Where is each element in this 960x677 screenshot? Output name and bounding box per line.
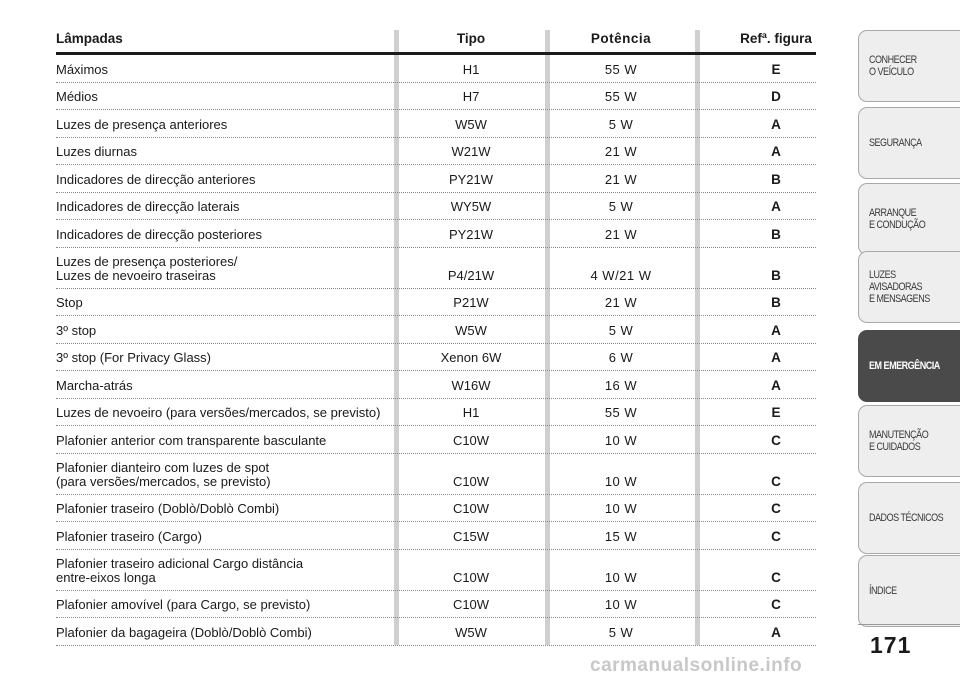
figure-ref: D — [771, 89, 781, 104]
figure-ref: A — [771, 350, 781, 365]
bulb-type: W5W — [455, 116, 487, 132]
header-tipo: Tipo — [456, 31, 486, 46]
header-ref-figura: Refª. figura — [740, 31, 812, 46]
header-lampadas: Lâmpadas — [56, 31, 123, 46]
lamp-name: Luzes de presença posteriores/ Luzes de nevoeiro traseiras — [56, 253, 238, 283]
table-row — [56, 165, 816, 193]
lamp-name: Plafonier da bagageira (Doblò/Doblò Combi) — [56, 624, 312, 640]
bulb-power: 16 W — [604, 377, 638, 393]
bulb-type: P4/21W — [447, 267, 495, 283]
bulb-power: 55 W — [604, 405, 638, 420]
bulb-type: W21W — [451, 144, 491, 159]
figure-ref: A — [771, 199, 781, 214]
lamp-name: Plafonier traseiro adicional Cargo distância entre-eixos longa — [56, 555, 304, 585]
table-row — [56, 193, 816, 221]
tab-label: ARRANQUE E CONDUÇÃO — [869, 207, 926, 231]
figure-ref: C — [771, 432, 781, 448]
figure-ref: A — [771, 144, 781, 159]
figure-ref: C — [771, 473, 781, 489]
bulb-type: C10W — [452, 501, 490, 516]
lamp-name: Indicadores de direcção anteriores — [56, 171, 256, 187]
lamp-name: 3º stop (For Privacy Glass) — [56, 350, 212, 365]
header-potencia: Potência — [590, 31, 652, 46]
table-row — [56, 522, 816, 550]
figure-ref: A — [771, 322, 781, 338]
bulb-type: C10W — [452, 569, 490, 585]
bulb-type: C15W — [452, 528, 490, 544]
figure-ref: A — [771, 116, 781, 132]
table-body — [56, 55, 816, 646]
table-row — [56, 426, 816, 454]
bulb-power: 10 W — [604, 569, 638, 585]
table-row — [56, 316, 816, 344]
bulb-power: 55 W — [604, 61, 638, 77]
tab-label: SEGURANÇA — [869, 137, 922, 149]
tab-chapter[interactable] — [858, 330, 960, 402]
table-row — [56, 289, 816, 317]
bulb-power: 5 W — [608, 116, 634, 132]
bulb-type: H1 — [462, 61, 480, 77]
table-row — [56, 495, 816, 523]
bulb-power: 10 W — [604, 597, 638, 612]
figure-ref: E — [771, 405, 781, 420]
figure-ref: C — [771, 501, 781, 516]
tab-label: ÍNDICE — [869, 585, 897, 597]
tab-chapter[interactable] — [858, 251, 960, 323]
table-row — [56, 110, 816, 138]
tab-label: DADOS TÉCNICOS — [869, 512, 944, 524]
figure-ref: A — [771, 624, 781, 640]
tab-chapter[interactable] — [858, 482, 960, 554]
watermark: carmanualsonline.info — [590, 655, 803, 676]
tab-chapter[interactable] — [858, 107, 960, 179]
bulb-type: P21W — [453, 295, 489, 310]
bulb-power: 10 W — [604, 432, 638, 448]
table-row — [56, 591, 816, 619]
figure-ref: C — [771, 597, 781, 612]
lamp-name: Plafonier anterior com transparente basculante — [56, 432, 327, 448]
lamp-name: Indicadores de direcção posteriores — [56, 226, 262, 242]
table-row — [56, 55, 816, 83]
bulb-type: PY21W — [448, 171, 494, 187]
figure-ref: B — [771, 267, 781, 283]
table-row — [56, 399, 816, 427]
lamp-name: Plafonier dianteiro com luzes de spot (para versões/mercados, se previsto) — [56, 459, 271, 489]
lamp-name: Luzes de presença anteriores — [56, 116, 228, 132]
bulb-power: 21 W — [604, 226, 638, 242]
figure-ref: B — [771, 226, 781, 242]
lamp-name: Plafonier traseiro (Doblò/Doblò Combi) — [56, 501, 280, 516]
bulb-power: 6 W — [608, 350, 634, 365]
lamp-name: Luzes de nevoeiro (para versões/mercados, se previsto) — [56, 405, 381, 420]
table-row — [56, 618, 816, 646]
bulb-type: C10W — [452, 473, 490, 489]
tab-chapter[interactable] — [858, 405, 960, 477]
bulb-type: C10W — [452, 597, 490, 612]
table-row — [56, 371, 816, 399]
bulb-power: 10 W — [604, 501, 638, 516]
lamp-name: Médios — [56, 89, 98, 104]
bulb-power: 15 W — [604, 528, 638, 544]
bulb-power: 21 W — [604, 171, 638, 187]
bulb-power: 5 W — [608, 199, 634, 214]
figure-ref: B — [771, 171, 781, 187]
bulb-type: W5W — [455, 624, 487, 640]
table-row — [56, 248, 816, 289]
tab-chapter[interactable] — [858, 555, 960, 627]
figure-ref: C — [771, 528, 781, 544]
table-header — [56, 28, 816, 52]
bulb-type: W5W — [455, 322, 487, 338]
bulb-power: 4 W/21 W — [590, 267, 652, 283]
bulb-power: 21 W — [604, 144, 638, 159]
bulb-type: H1 — [462, 405, 480, 420]
bulb-power: 55 W — [604, 89, 638, 104]
tab-label: CONHECER O VEÍCULO — [869, 54, 917, 78]
lamp-name: Luzes diurnas — [56, 144, 137, 159]
lamp-name: Stop — [56, 295, 83, 310]
table-row — [56, 344, 816, 372]
bulb-type: PY21W — [448, 226, 494, 242]
lamp-name: 3º stop — [56, 322, 97, 338]
figure-ref: A — [771, 377, 781, 393]
table-row — [56, 454, 816, 495]
figure-ref: C — [771, 569, 781, 585]
lamp-name: Plafonier amovível (para Cargo, se previsto) — [56, 597, 311, 612]
lamp-name: Indicadores de direcção laterais — [56, 199, 240, 214]
lamp-name: Marcha-atrás — [56, 377, 133, 393]
tab-label: EM EMERGÊNCIA — [869, 360, 940, 372]
page-number: 171 — [870, 632, 912, 658]
lamp-name: Plafonier traseiro (Cargo) — [56, 528, 202, 544]
bulb-power: 21 W — [604, 295, 638, 310]
bulb-type: H7 — [462, 89, 480, 104]
bulb-type: W16W — [451, 377, 491, 393]
tab-chapter[interactable] — [858, 30, 960, 102]
page-number-rule — [858, 624, 960, 625]
table-row — [56, 220, 816, 248]
tab-label: LUZES AVISADORAS E MENSAGENS — [869, 269, 930, 305]
bulb-power: 5 W — [608, 624, 634, 640]
figure-ref: B — [771, 295, 781, 310]
bulb-table — [56, 28, 816, 646]
table-row — [56, 83, 816, 111]
bulb-power: 10 W — [604, 473, 638, 489]
table-row — [56, 550, 816, 591]
lamp-name: Máximos — [56, 61, 109, 77]
bulb-type: Xenon 6W — [440, 350, 502, 365]
figure-ref: E — [771, 61, 781, 77]
bulb-type: C10W — [452, 432, 490, 448]
tab-chapter[interactable] — [858, 183, 960, 255]
bulb-type: WY5W — [450, 199, 492, 214]
tab-label: MANUTENÇÃO E CUIDADOS — [869, 429, 929, 453]
table-row — [56, 138, 816, 166]
bulb-power: 5 W — [608, 322, 634, 338]
